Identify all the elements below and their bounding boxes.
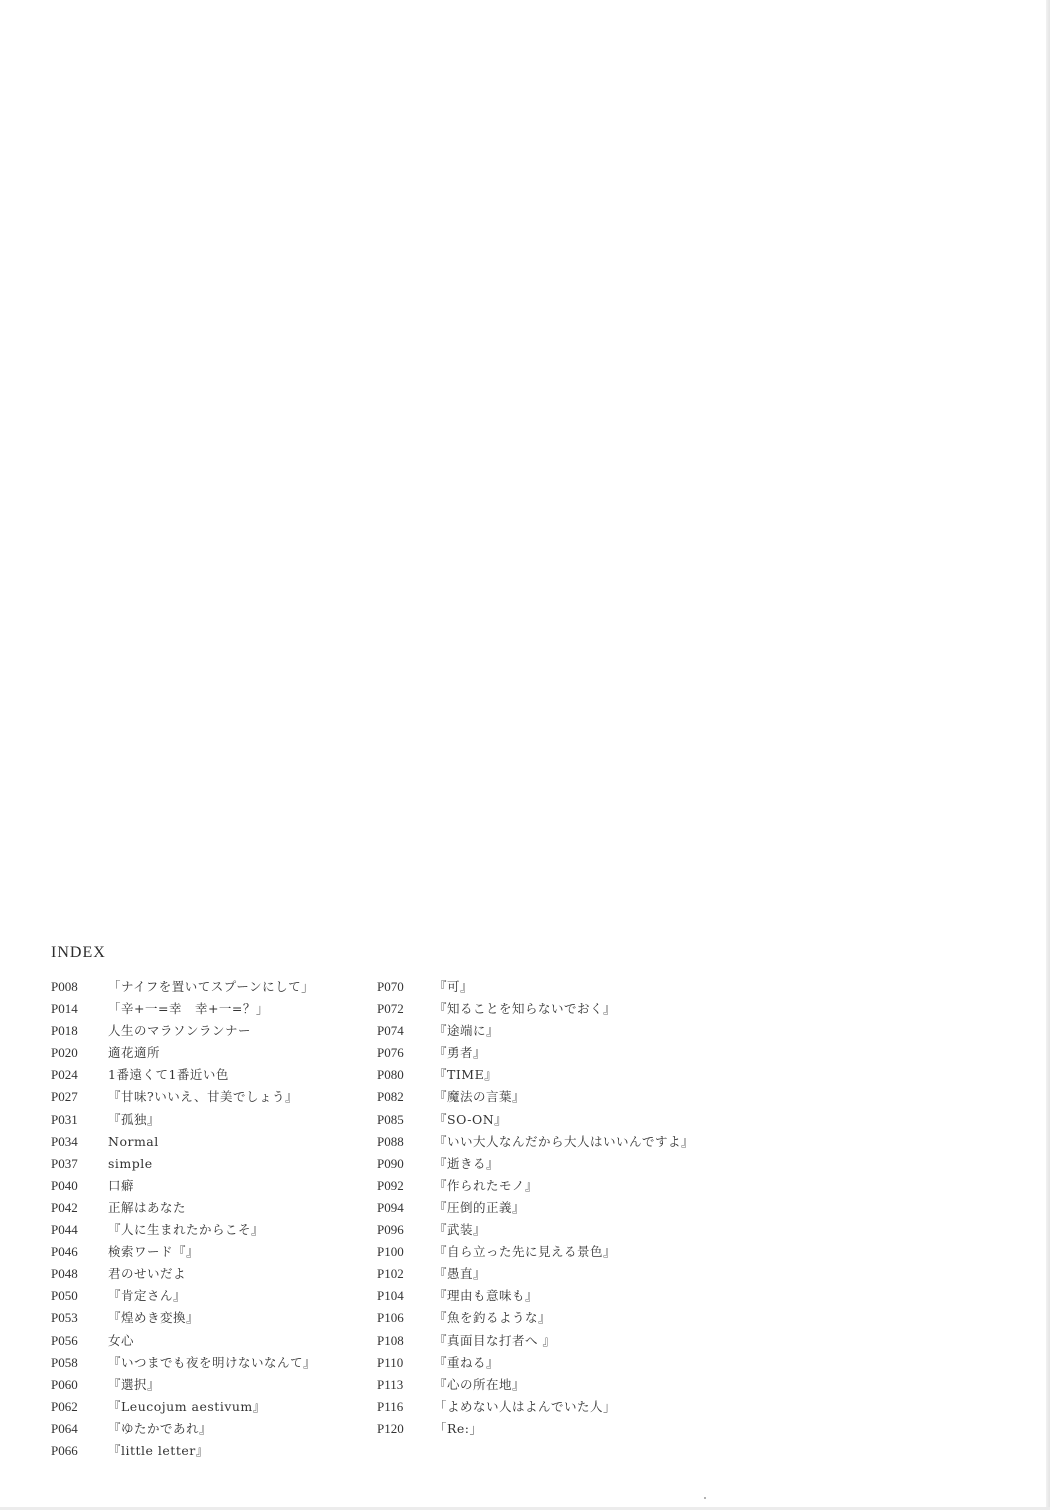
index-entry-title: 1番遠くて1番近い色 xyxy=(108,1067,229,1083)
index-entry xyxy=(377,976,694,998)
index-entry-title: 口癖 xyxy=(108,1177,135,1193)
index-entry xyxy=(51,1153,316,1175)
index-entry xyxy=(377,1109,694,1131)
index-entry xyxy=(377,1042,694,1064)
index-entry-title: 『勇者』 xyxy=(434,1045,487,1061)
index-entry-title: 『武装』 xyxy=(434,1222,487,1238)
index-entry-title: 『知ることを知らないでおく』 xyxy=(434,1001,617,1017)
index-entry-title: 『途端に』 xyxy=(434,1023,500,1039)
index-entry xyxy=(377,1020,694,1042)
index-entry xyxy=(51,1330,316,1352)
index-entry-title: 『作られたモノ』 xyxy=(434,1177,538,1193)
index-entry-page: P104 xyxy=(377,1288,404,1304)
index-entry-page: P014 xyxy=(51,1001,78,1017)
index-entry xyxy=(377,1352,694,1374)
index-entry xyxy=(377,1153,694,1175)
index-entry-title: 『愚直』 xyxy=(434,1266,487,1282)
index-entry-title: 『真面目な打者へ 』 xyxy=(434,1332,556,1348)
index-entry xyxy=(51,1285,316,1307)
index-entry-page: P074 xyxy=(377,1023,404,1039)
index-entry-title: 『little letter』 xyxy=(108,1442,209,1458)
index-entry-title: 『選択』 xyxy=(108,1376,161,1392)
index-entry-page: P092 xyxy=(377,1177,404,1193)
index-entry-page: P040 xyxy=(51,1177,78,1193)
index-entry xyxy=(377,1307,694,1329)
index-entry-title: 女心 xyxy=(108,1332,135,1348)
index-entry-page: P024 xyxy=(51,1067,78,1083)
index-entry xyxy=(377,1086,694,1108)
index-left-column xyxy=(51,976,316,1462)
index-entry xyxy=(377,1330,694,1352)
index-entry-title: 「Re:」 xyxy=(434,1420,483,1436)
index-entry xyxy=(377,1396,694,1418)
index-entry-page: P070 xyxy=(377,979,404,994)
index-entry-page: P085 xyxy=(377,1111,404,1127)
index-entry-page: P100 xyxy=(377,1244,404,1260)
index-entry xyxy=(377,1131,694,1153)
index-entry-page: P108 xyxy=(377,1332,404,1348)
index-entry-page: P058 xyxy=(51,1354,78,1370)
index-entry-page: P120 xyxy=(377,1420,404,1436)
index-entry-page: P080 xyxy=(377,1067,404,1083)
index-entry-page: P046 xyxy=(51,1244,78,1260)
index-entry-page: P020 xyxy=(51,1045,78,1061)
index-entry xyxy=(377,1197,694,1219)
index-entry xyxy=(51,1042,316,1064)
index-entry xyxy=(377,1285,694,1307)
index-entry-title: 『魚を釣るような』 xyxy=(434,1310,552,1326)
index-entry-page: P102 xyxy=(377,1266,404,1282)
index-entry xyxy=(377,1219,694,1241)
index-entry-title: 『圧倒的正義』 xyxy=(434,1199,526,1215)
index-entry-title: 『自ら立った先に見える景色』 xyxy=(434,1244,617,1260)
index-entry xyxy=(51,976,316,998)
index-right-column xyxy=(377,976,694,1440)
index-entry-page: P076 xyxy=(377,1045,404,1061)
index-entry-page: P027 xyxy=(51,1089,78,1105)
index-entry-page: P064 xyxy=(51,1420,78,1436)
index-entry-page: P031 xyxy=(51,1111,78,1127)
index-entry xyxy=(51,1352,316,1374)
index-entry-title: 「よめない人はよんでいた人」 xyxy=(434,1398,617,1414)
index-entry-page: P082 xyxy=(377,1089,404,1105)
index-entry xyxy=(377,1241,694,1263)
index-entry xyxy=(51,1086,316,1108)
index-entry-page: P008 xyxy=(51,979,78,994)
index-entry-title: 人生のマラソンランナー xyxy=(108,1023,252,1039)
index-entry-page: P110 xyxy=(377,1354,404,1370)
paper-speck xyxy=(704,1497,706,1499)
index-entry-title: simple xyxy=(108,1155,153,1171)
index-entry xyxy=(377,998,694,1020)
index-entry-title: 『ゆたかであれ』 xyxy=(108,1420,213,1436)
index-entry-title: 『重ねる』 xyxy=(434,1354,500,1370)
index-entry xyxy=(377,1175,694,1197)
index-entry-page: P060 xyxy=(51,1376,78,1392)
index-entry-title: 『いい大人なんだから大人はいいんですよ』 xyxy=(434,1133,695,1149)
index-entry xyxy=(51,1440,316,1462)
index-entry-page: P066 xyxy=(51,1442,78,1458)
index-entry xyxy=(51,1197,316,1219)
index-entry xyxy=(51,1109,316,1131)
index-entry xyxy=(51,1064,316,1086)
index-entry-page: P116 xyxy=(377,1398,404,1414)
index-entry-page: P044 xyxy=(51,1222,78,1238)
index-entry-title: 『可』 xyxy=(434,979,474,994)
index-entry-title: 「ナイフを置いてスプーンにして」 xyxy=(108,979,315,994)
index-entry-page: P088 xyxy=(377,1133,404,1149)
index-entry xyxy=(51,1374,316,1396)
index-entry-page: P096 xyxy=(377,1222,404,1238)
index-entry-title: 正解はあなた xyxy=(108,1199,187,1215)
index-entry-title: 『人に生まれたからこそ』 xyxy=(108,1222,265,1238)
index-entry xyxy=(51,1263,316,1285)
index-entry-page: P034 xyxy=(51,1133,78,1149)
index-entry xyxy=(51,1175,316,1197)
index-entry-page: P042 xyxy=(51,1199,78,1215)
index-entry-page: P113 xyxy=(377,1376,404,1392)
index-entry-title: 『煌めき変換』 xyxy=(108,1310,200,1326)
index-entry-title: 君のせいだよ xyxy=(108,1266,187,1282)
index-entry-page: P048 xyxy=(51,1266,78,1282)
index-entry xyxy=(51,1131,316,1153)
index-entry-title: 『魔法の言葉』 xyxy=(434,1089,526,1105)
index-entry-page: P018 xyxy=(51,1023,78,1039)
index-entry xyxy=(51,1307,316,1329)
index-entry-title: 『心の所在地』 xyxy=(434,1376,526,1392)
index-entry-title: 「辛+一=幸 幸+一=？」 xyxy=(108,1001,269,1017)
index-entry-page: P072 xyxy=(377,1001,404,1017)
index-entry xyxy=(51,1241,316,1263)
index-entry xyxy=(377,1064,694,1086)
index-entry-title: 『逝きる』 xyxy=(434,1155,500,1171)
index-entry-title: 『理由も意味も』 xyxy=(434,1288,539,1304)
index-entry-title: 『いつまでも夜を明けないなんて』 xyxy=(108,1354,317,1370)
index-entry-page: P056 xyxy=(51,1332,78,1348)
index-entry-title: 『SO-ON』 xyxy=(434,1111,508,1127)
index-heading: INDEX xyxy=(51,944,106,961)
index-entry-page: P094 xyxy=(377,1199,404,1215)
index-entry xyxy=(377,1374,694,1396)
index-entry-page: P090 xyxy=(377,1155,404,1171)
index-entry-page: P106 xyxy=(377,1310,404,1326)
index-entry xyxy=(51,1418,316,1440)
index-entry-page: P062 xyxy=(51,1398,78,1414)
index-entry-title: 検索ワード『』 xyxy=(108,1244,200,1260)
index-entry-page: P053 xyxy=(51,1310,78,1326)
index-entry-page: P037 xyxy=(51,1155,78,1171)
index-entry xyxy=(51,998,316,1020)
index-entry xyxy=(377,1263,694,1285)
index-entry-title: 『Leucojum aestivum』 xyxy=(108,1398,266,1414)
index-entry xyxy=(377,1418,694,1440)
index-entry-title: 『孤独』 xyxy=(108,1111,161,1127)
index-entry-title: 『肯定さん』 xyxy=(108,1288,187,1304)
index-entry-title: Normal xyxy=(108,1133,159,1149)
index-entry xyxy=(51,1219,316,1241)
index-entry-title: 『TIME』 xyxy=(434,1067,498,1083)
index-entry xyxy=(51,1020,316,1042)
index-entry-title: 『甘味?いいえ、甘美でしょう』 xyxy=(108,1089,298,1105)
index-entry-title: 適花適所 xyxy=(108,1045,161,1061)
page-edge xyxy=(1046,0,1050,1510)
index-entry-page: P050 xyxy=(51,1288,78,1304)
index-entry xyxy=(51,1396,316,1418)
